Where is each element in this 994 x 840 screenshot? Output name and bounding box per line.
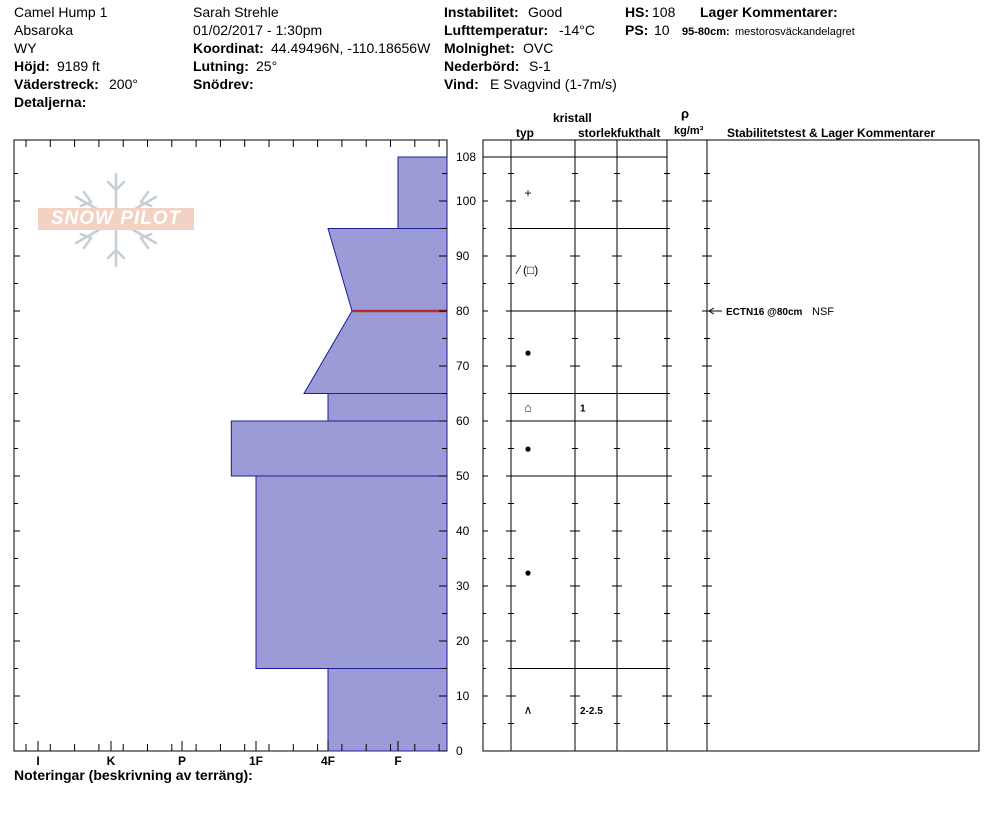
header-rho: ρ <box>681 106 690 121</box>
aspect-label: Väderstreck: <box>14 76 99 92</box>
crystal-size: 1 <box>580 403 586 415</box>
header-density-unit: kg/m³ <box>674 125 704 137</box>
elevation-label: Höjd: <box>14 58 50 74</box>
layer-comments-label: Lager Kommentarer: <box>700 4 838 20</box>
crystal-type-glyph: ● <box>524 441 532 456</box>
depth-tick-label: 0 <box>456 744 463 758</box>
depth-tick-label: 20 <box>456 634 470 648</box>
depth-tick-label: 50 <box>456 469 470 483</box>
header-typ: typ <box>516 126 534 140</box>
header-storlek: storlek <box>578 126 617 140</box>
instability-label: Instabilitet: <box>444 4 519 20</box>
hardness-layer-6 <box>328 669 447 752</box>
depth-tick-label: 80 <box>456 304 470 318</box>
wind-value: E Svagvind (1-7m/s) <box>490 76 617 92</box>
drift-label: Snödrev: <box>193 76 254 92</box>
hardness-layer-5 <box>256 476 447 669</box>
hardness-tick-label: K <box>106 754 116 768</box>
airtemp-label: Lufttemperatur: <box>444 22 549 38</box>
hardness-tick-label: 4F <box>320 754 336 768</box>
depth-tick-label: 100 <box>456 194 477 208</box>
aspect-value: 200° <box>109 76 138 92</box>
mountain-range: Absaroka <box>14 22 74 38</box>
location-name: Camel Hump 1 <box>14 4 108 20</box>
slope-label: Lutning: <box>193 58 249 74</box>
slope-value: 25° <box>256 58 278 74</box>
hardness-tick-label: P <box>177 754 187 768</box>
coord-label: Koordinat: <box>193 40 264 56</box>
crystal-type-glyph: ● <box>524 565 532 580</box>
sky-value: OVC <box>523 40 554 56</box>
depth-tick-label: 30 <box>456 579 470 593</box>
depth-tick-label: 70 <box>456 359 470 373</box>
depth-tick-label: 10 <box>456 689 470 703</box>
hardness-tick-label: I <box>36 754 40 768</box>
precip-value: S-1 <box>529 58 551 74</box>
depth-tick-label: 60 <box>456 414 470 428</box>
ps-label: PS: <box>625 22 649 38</box>
layer-table-frame <box>483 140 979 751</box>
crystal-size: 2-2.5 <box>580 705 603 717</box>
header-fukthalt: fukthalt <box>617 126 661 140</box>
hardness-tick-label: 1F <box>248 754 264 768</box>
airtemp-value: -14°C <box>559 22 595 38</box>
logo-text: SNOW PILOT <box>38 208 194 230</box>
state: WY <box>14 40 37 56</box>
hardness-layer-0 <box>398 157 447 229</box>
sky-label: Molnighet: <box>444 40 515 56</box>
stability-test-result: NSF <box>812 306 834 318</box>
hardness-tick-label: F <box>394 754 402 768</box>
wind-label: Vind: <box>444 76 479 92</box>
hs-value: 108 <box>652 4 676 20</box>
hardness-layer-3 <box>328 394 447 422</box>
observer-name: Sarah Strehle <box>193 4 279 20</box>
ps-value: 10 <box>654 22 670 38</box>
details-label: Detaljerna: <box>14 94 87 110</box>
layer-comment-text: mestorosväckandelagret <box>735 26 855 38</box>
crystal-type-glyph: ● <box>524 345 532 360</box>
layer-comment-range: 95-80cm: <box>682 26 730 38</box>
crystal-type-glyph: ∧ <box>523 702 533 717</box>
hardness-layer-1 <box>328 229 447 312</box>
hardness-layer-4 <box>231 421 447 476</box>
precip-label: Nederbörd: <box>444 58 520 74</box>
header-stability: Stabilitetstest & Lager Kommentarer <box>727 126 936 140</box>
crystal-type-glyph: + <box>524 185 532 200</box>
coord-value: 44.49496N, -110.18656W <box>271 40 431 56</box>
hs-label: HS: <box>625 4 650 20</box>
crystal-type-glyph: ⌂ <box>524 400 532 415</box>
depth-tick-label: 40 <box>456 524 470 538</box>
depth-tick-label: 108 <box>456 150 477 164</box>
notes-label: Noteringar (beskrivning av terräng): <box>14 767 253 783</box>
instability-value: Good <box>528 4 563 20</box>
stability-test-label: ECTN16 @80cm <box>726 307 803 318</box>
elevation-value: 9189 ft <box>57 58 100 74</box>
hardness-layer-2 <box>304 311 447 394</box>
observation-datetime: 01/02/2017 - 1:30pm <box>193 22 323 38</box>
crystal-type-glyph: ⁄ (□) <box>517 262 539 277</box>
depth-tick-label: 90 <box>456 249 470 263</box>
header-kristall: kristall <box>553 111 592 125</box>
